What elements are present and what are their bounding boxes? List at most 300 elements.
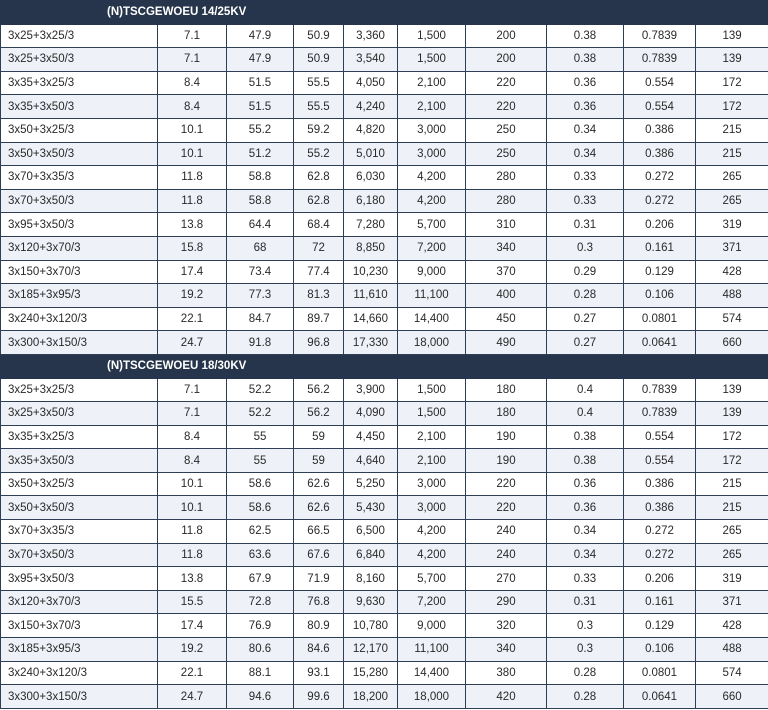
cell-dc-resistance: 0.161	[624, 590, 696, 614]
cell-diameter-max: 76.8	[294, 590, 344, 614]
cell-bending-radius: 265	[696, 166, 768, 190]
cell-reactance: 0.36	[547, 496, 624, 520]
cell-max-pulling-force: 4,200	[398, 543, 466, 567]
cell-diameter-max: 50.9	[294, 24, 344, 48]
cell-dc-resistance: 0.554	[624, 95, 696, 119]
cell-diameter-min: 47.9	[227, 48, 294, 72]
cell-max-pulling-force: 4,200	[398, 189, 466, 213]
cell-current-rating: 370	[466, 260, 547, 284]
cell-max-pulling-force: 2,100	[398, 95, 466, 119]
cell-diameter-min: 58.8	[227, 189, 294, 213]
cell-cable-weight: 6,840	[344, 543, 398, 567]
cell-current-rating: 270	[466, 567, 547, 591]
cell-diameter-min: 72.8	[227, 590, 294, 614]
cell-cable-size: 3x35+3x50/3	[1, 449, 158, 473]
cell-diameter-max: 56.2	[294, 402, 344, 426]
table-row	[1, 543, 768, 567]
cell-conductor-diameter: 11.8	[158, 543, 227, 567]
cell-cable-size: 3x95+3x50/3	[1, 213, 158, 237]
cell-cable-size: 3x120+3x70/3	[1, 590, 158, 614]
cell-reactance: 0.27	[547, 307, 624, 331]
cell-bending-radius: 215	[696, 142, 768, 166]
cell-max-pulling-force: 2,100	[398, 71, 466, 95]
cell-conductor-diameter: 13.8	[158, 567, 227, 591]
cell-diameter-max: 55.5	[294, 95, 344, 119]
cell-max-pulling-force: 7,200	[398, 236, 466, 260]
cell-conductor-diameter: 11.8	[158, 520, 227, 544]
cell-bending-radius: 172	[696, 449, 768, 473]
cell-cable-size: 3x25+3x25/3	[1, 24, 158, 48]
section-title: (N)TSCGEWOEU 18/30KV	[1, 354, 768, 378]
cell-diameter-min: 84.7	[227, 307, 294, 331]
cell-bending-radius: 215	[696, 472, 768, 496]
table-body	[1, 1, 768, 709]
cell-conductor-diameter: 17.4	[158, 260, 227, 284]
cell-cable-weight: 4,050	[344, 71, 398, 95]
cell-cable-size: 3x185+3x95/3	[1, 638, 158, 662]
cell-reactance: 0.3	[547, 236, 624, 260]
cell-dc-resistance: 0.386	[624, 118, 696, 142]
cell-current-rating: 220	[466, 71, 547, 95]
cell-cable-size: 3x95+3x50/3	[1, 567, 158, 591]
cell-cable-size: 3x25+3x50/3	[1, 48, 158, 72]
cell-current-rating: 340	[466, 638, 547, 662]
cell-current-rating: 250	[466, 142, 547, 166]
cell-current-rating: 200	[466, 48, 547, 72]
cell-diameter-min: 63.6	[227, 543, 294, 567]
cell-max-pulling-force: 11,100	[398, 284, 466, 308]
cell-diameter-max: 55.5	[294, 71, 344, 95]
cell-reactance: 0.27	[547, 331, 624, 355]
cell-current-rating: 180	[466, 378, 547, 402]
cell-diameter-max: 50.9	[294, 48, 344, 72]
cell-max-pulling-force: 9,000	[398, 614, 466, 638]
cell-diameter-min: 52.2	[227, 378, 294, 402]
cell-diameter-max: 59.2	[294, 118, 344, 142]
cell-dc-resistance: 0.554	[624, 425, 696, 449]
cell-conductor-diameter: 7.1	[158, 378, 227, 402]
cell-max-pulling-force: 3,000	[398, 496, 466, 520]
cell-cable-weight: 4,240	[344, 95, 398, 119]
cell-conductor-diameter: 7.1	[158, 24, 227, 48]
cell-max-pulling-force: 1,500	[398, 24, 466, 48]
table-row	[1, 661, 768, 685]
cell-bending-radius: 265	[696, 543, 768, 567]
cell-conductor-diameter: 8.4	[158, 95, 227, 119]
cell-cable-weight: 6,030	[344, 166, 398, 190]
cell-max-pulling-force: 11,100	[398, 638, 466, 662]
cell-bending-radius: 215	[696, 118, 768, 142]
cell-diameter-min: 47.9	[227, 24, 294, 48]
cell-cable-weight: 10,230	[344, 260, 398, 284]
cell-diameter-min: 67.9	[227, 567, 294, 591]
cell-cable-weight: 4,090	[344, 402, 398, 426]
cell-max-pulling-force: 1,500	[398, 48, 466, 72]
cell-bending-radius: 574	[696, 307, 768, 331]
cell-cable-weight: 17,330	[344, 331, 398, 355]
cell-current-rating: 240	[466, 543, 547, 567]
cell-conductor-diameter: 17.4	[158, 614, 227, 638]
cell-conductor-diameter: 19.2	[158, 284, 227, 308]
cell-cable-weight: 4,820	[344, 118, 398, 142]
cell-max-pulling-force: 7,200	[398, 590, 466, 614]
table-row	[1, 449, 768, 473]
cell-cable-weight: 9,630	[344, 590, 398, 614]
cell-reactance: 0.33	[547, 567, 624, 591]
cell-dc-resistance: 0.386	[624, 472, 696, 496]
cell-conductor-diameter: 22.1	[158, 661, 227, 685]
cell-dc-resistance: 0.7839	[624, 378, 696, 402]
cell-cable-size: 3x300+3x150/3	[1, 331, 158, 355]
cell-cable-size: 3x70+3x35/3	[1, 520, 158, 544]
cell-diameter-max: 62.6	[294, 472, 344, 496]
cell-bending-radius: 371	[696, 590, 768, 614]
cell-reactance: 0.29	[547, 260, 624, 284]
cell-max-pulling-force: 2,100	[398, 449, 466, 473]
cell-reactance: 0.28	[547, 661, 624, 685]
cell-diameter-max: 62.8	[294, 166, 344, 190]
cell-dc-resistance: 0.7839	[624, 48, 696, 72]
cell-cable-size: 3x35+3x25/3	[1, 425, 158, 449]
table-row	[1, 24, 768, 48]
cell-max-pulling-force: 4,200	[398, 166, 466, 190]
cell-cable-size: 3x70+3x50/3	[1, 189, 158, 213]
cell-dc-resistance: 0.106	[624, 284, 696, 308]
cell-diameter-min: 73.4	[227, 260, 294, 284]
cell-max-pulling-force: 18,000	[398, 331, 466, 355]
table-row	[1, 48, 768, 72]
cell-diameter-min: 94.6	[227, 685, 294, 709]
cell-dc-resistance: 0.0641	[624, 331, 696, 355]
cell-max-pulling-force: 14,400	[398, 307, 466, 331]
cell-current-rating: 400	[466, 284, 547, 308]
cell-reactance: 0.28	[547, 284, 624, 308]
cell-cable-weight: 8,850	[344, 236, 398, 260]
cell-diameter-max: 59	[294, 425, 344, 449]
cell-cable-weight: 18,200	[344, 685, 398, 709]
cell-bending-radius: 488	[696, 284, 768, 308]
cell-cable-weight: 11,610	[344, 284, 398, 308]
cell-dc-resistance: 0.0801	[624, 661, 696, 685]
table-row	[1, 189, 768, 213]
cell-dc-resistance: 0.0641	[624, 685, 696, 709]
cell-current-rating: 180	[466, 402, 547, 426]
cell-diameter-min: 51.2	[227, 142, 294, 166]
cell-reactance: 0.4	[547, 378, 624, 402]
cell-cable-size: 3x185+3x95/3	[1, 284, 158, 308]
table-row	[1, 472, 768, 496]
cell-max-pulling-force: 1,500	[398, 402, 466, 426]
cell-diameter-max: 55.2	[294, 142, 344, 166]
cell-cable-size: 3x25+3x25/3	[1, 378, 158, 402]
cell-bending-radius: 319	[696, 567, 768, 591]
cell-current-rating: 250	[466, 118, 547, 142]
cell-bending-radius: 139	[696, 402, 768, 426]
table-row	[1, 685, 768, 709]
cell-bending-radius: 428	[696, 260, 768, 284]
cell-cable-size: 3x70+3x35/3	[1, 166, 158, 190]
cell-cable-size: 3x150+3x70/3	[1, 260, 158, 284]
cell-cable-size: 3x70+3x50/3	[1, 543, 158, 567]
cell-reactance: 0.3	[547, 614, 624, 638]
cell-diameter-max: 96.8	[294, 331, 344, 355]
cell-dc-resistance: 0.106	[624, 638, 696, 662]
table-row	[1, 496, 768, 520]
table-row	[1, 118, 768, 142]
cell-dc-resistance: 0.129	[624, 260, 696, 284]
cell-cable-weight: 3,900	[344, 378, 398, 402]
cell-dc-resistance: 0.7839	[624, 402, 696, 426]
cell-cable-weight: 5,010	[344, 142, 398, 166]
cell-conductor-diameter: 7.1	[158, 48, 227, 72]
cell-bending-radius: 660	[696, 685, 768, 709]
cell-bending-radius: 139	[696, 24, 768, 48]
cell-diameter-min: 55.2	[227, 118, 294, 142]
cell-reactance: 0.34	[547, 520, 624, 544]
cell-bending-radius: 265	[696, 189, 768, 213]
cell-reactance: 0.38	[547, 48, 624, 72]
table-row	[1, 213, 768, 237]
cell-diameter-min: 51.5	[227, 95, 294, 119]
cell-dc-resistance: 0.554	[624, 449, 696, 473]
table-row	[1, 307, 768, 331]
cell-cable-weight: 4,450	[344, 425, 398, 449]
cell-conductor-diameter: 22.1	[158, 307, 227, 331]
cell-cable-size: 3x240+3x120/3	[1, 661, 158, 685]
table-row	[1, 166, 768, 190]
cell-bending-radius: 660	[696, 331, 768, 355]
cell-diameter-max: 59	[294, 449, 344, 473]
table-row	[1, 638, 768, 662]
cell-cable-weight: 10,780	[344, 614, 398, 638]
cell-diameter-min: 64.4	[227, 213, 294, 237]
cell-conductor-diameter: 13.8	[158, 213, 227, 237]
cell-diameter-min: 58.6	[227, 472, 294, 496]
cell-diameter-min: 55	[227, 449, 294, 473]
cell-diameter-max: 62.6	[294, 496, 344, 520]
cell-cable-size: 3x120+3x70/3	[1, 236, 158, 260]
cell-diameter-min: 51.5	[227, 71, 294, 95]
table-row	[1, 260, 768, 284]
cell-dc-resistance: 0.386	[624, 142, 696, 166]
cell-conductor-diameter: 24.7	[158, 331, 227, 355]
cell-current-rating: 290	[466, 590, 547, 614]
cell-bending-radius: 265	[696, 520, 768, 544]
cell-diameter-max: 80.9	[294, 614, 344, 638]
table-row	[1, 378, 768, 402]
cell-dc-resistance: 0.272	[624, 520, 696, 544]
cell-reactance: 0.36	[547, 472, 624, 496]
cell-bending-radius: 428	[696, 614, 768, 638]
table-row	[1, 567, 768, 591]
cell-dc-resistance: 0.206	[624, 567, 696, 591]
cell-cable-weight: 3,360	[344, 24, 398, 48]
cell-bending-radius: 215	[696, 496, 768, 520]
table-row	[1, 331, 768, 355]
cell-reactance: 0.34	[547, 142, 624, 166]
cell-diameter-max: 77.4	[294, 260, 344, 284]
cell-diameter-max: 81.3	[294, 284, 344, 308]
cell-current-rating: 320	[466, 614, 547, 638]
cell-reactance: 0.34	[547, 118, 624, 142]
cell-conductor-diameter: 7.1	[158, 402, 227, 426]
cell-current-rating: 190	[466, 425, 547, 449]
cell-cable-size: 3x240+3x120/3	[1, 307, 158, 331]
cell-cable-size: 3x50+3x25/3	[1, 472, 158, 496]
cell-diameter-min: 76.9	[227, 614, 294, 638]
cell-diameter-max: 71.9	[294, 567, 344, 591]
cell-conductor-diameter: 19.2	[158, 638, 227, 662]
cell-cable-weight: 5,250	[344, 472, 398, 496]
cell-max-pulling-force: 3,000	[398, 472, 466, 496]
cell-max-pulling-force: 18,000	[398, 685, 466, 709]
cell-diameter-max: 56.2	[294, 378, 344, 402]
cell-conductor-diameter: 10.1	[158, 142, 227, 166]
cell-current-rating: 380	[466, 661, 547, 685]
cell-dc-resistance: 0.7839	[624, 24, 696, 48]
table-row	[1, 520, 768, 544]
cell-cable-weight: 7,280	[344, 213, 398, 237]
cell-diameter-max: 66.5	[294, 520, 344, 544]
cell-current-rating: 280	[466, 166, 547, 190]
cell-diameter-max: 89.7	[294, 307, 344, 331]
cell-reactance: 0.36	[547, 95, 624, 119]
table-row	[1, 614, 768, 638]
cell-diameter-max: 72	[294, 236, 344, 260]
cell-current-rating: 340	[466, 236, 547, 260]
cell-max-pulling-force: 14,400	[398, 661, 466, 685]
cell-reactance: 0.4	[547, 402, 624, 426]
table-row	[1, 71, 768, 95]
cell-bending-radius: 371	[696, 236, 768, 260]
cell-max-pulling-force: 3,000	[398, 142, 466, 166]
cell-current-rating: 190	[466, 449, 547, 473]
cell-cable-weight: 14,660	[344, 307, 398, 331]
cell-max-pulling-force: 5,700	[398, 213, 466, 237]
cell-conductor-diameter: 24.7	[158, 685, 227, 709]
cell-dc-resistance: 0.386	[624, 496, 696, 520]
cell-max-pulling-force: 3,000	[398, 118, 466, 142]
cell-reactance: 0.34	[547, 543, 624, 567]
cell-diameter-min: 58.6	[227, 496, 294, 520]
cell-reactance: 0.3	[547, 638, 624, 662]
cell-diameter-min: 55	[227, 425, 294, 449]
cell-cable-weight: 12,170	[344, 638, 398, 662]
cell-current-rating: 310	[466, 213, 547, 237]
cell-reactance: 0.38	[547, 425, 624, 449]
cell-conductor-diameter: 15.8	[158, 236, 227, 260]
cell-diameter-max: 93.1	[294, 661, 344, 685]
table-row	[1, 236, 768, 260]
cell-dc-resistance: 0.0801	[624, 307, 696, 331]
cell-current-rating: 220	[466, 95, 547, 119]
cell-cable-weight: 6,180	[344, 189, 398, 213]
cell-current-rating: 420	[466, 685, 547, 709]
section-header-row	[1, 354, 768, 378]
cell-max-pulling-force: 9,000	[398, 260, 466, 284]
cell-current-rating: 240	[466, 520, 547, 544]
cell-reactance: 0.33	[547, 166, 624, 190]
cell-current-rating: 450	[466, 307, 547, 331]
cell-cable-size: 3x50+3x50/3	[1, 496, 158, 520]
cell-cable-size: 3x35+3x50/3	[1, 95, 158, 119]
cell-cable-weight: 4,640	[344, 449, 398, 473]
cell-bending-radius: 139	[696, 378, 768, 402]
cell-diameter-min: 91.8	[227, 331, 294, 355]
cell-bending-radius: 319	[696, 213, 768, 237]
cell-conductor-diameter: 11.8	[158, 166, 227, 190]
cell-reactance: 0.28	[547, 685, 624, 709]
cell-cable-weight: 8,160	[344, 567, 398, 591]
cell-bending-radius: 488	[696, 638, 768, 662]
table-row	[1, 425, 768, 449]
cell-conductor-diameter: 10.1	[158, 496, 227, 520]
cell-diameter-min: 80.6	[227, 638, 294, 662]
table-row	[1, 284, 768, 308]
cell-reactance: 0.33	[547, 189, 624, 213]
cell-diameter-min: 68	[227, 236, 294, 260]
cell-reactance: 0.31	[547, 213, 624, 237]
cell-current-rating: 490	[466, 331, 547, 355]
cell-cable-weight: 15,280	[344, 661, 398, 685]
cell-diameter-min: 62.5	[227, 520, 294, 544]
cell-cable-size: 3x150+3x70/3	[1, 614, 158, 638]
cell-max-pulling-force: 1,500	[398, 378, 466, 402]
cell-current-rating: 220	[466, 472, 547, 496]
cell-reactance: 0.38	[547, 24, 624, 48]
cell-max-pulling-force: 2,100	[398, 425, 466, 449]
cell-diameter-min: 52.2	[227, 402, 294, 426]
cell-conductor-diameter: 8.4	[158, 425, 227, 449]
cell-cable-size: 3x25+3x50/3	[1, 402, 158, 426]
cell-bending-radius: 139	[696, 48, 768, 72]
cell-bending-radius: 172	[696, 425, 768, 449]
cell-diameter-max: 68.4	[294, 213, 344, 237]
cell-current-rating: 280	[466, 189, 547, 213]
cell-dc-resistance: 0.129	[624, 614, 696, 638]
cell-diameter-max: 99.6	[294, 685, 344, 709]
cell-conductor-diameter: 10.1	[158, 472, 227, 496]
cell-cable-size: 3x50+3x50/3	[1, 142, 158, 166]
cell-cable-weight: 3,540	[344, 48, 398, 72]
cell-conductor-diameter: 10.1	[158, 118, 227, 142]
cell-cable-size: 3x35+3x25/3	[1, 71, 158, 95]
section-header-row	[1, 1, 768, 25]
table-row	[1, 402, 768, 426]
cell-conductor-diameter: 8.4	[158, 71, 227, 95]
cell-reactance: 0.31	[547, 590, 624, 614]
cell-dc-resistance: 0.272	[624, 189, 696, 213]
cell-max-pulling-force: 4,200	[398, 520, 466, 544]
cell-dc-resistance: 0.554	[624, 71, 696, 95]
cell-diameter-min: 77.3	[227, 284, 294, 308]
cell-bending-radius: 574	[696, 661, 768, 685]
cell-diameter-max: 67.6	[294, 543, 344, 567]
cell-dc-resistance: 0.272	[624, 166, 696, 190]
cell-diameter-max: 62.8	[294, 189, 344, 213]
cell-diameter-min: 58.8	[227, 166, 294, 190]
section-title: (N)TSCGEWOEU 14/25KV	[1, 1, 768, 25]
cell-reactance: 0.38	[547, 449, 624, 473]
cell-conductor-diameter: 15.5	[158, 590, 227, 614]
cell-diameter-max: 84.6	[294, 638, 344, 662]
cell-dc-resistance: 0.272	[624, 543, 696, 567]
cell-diameter-min: 88.1	[227, 661, 294, 685]
cell-cable-weight: 5,430	[344, 496, 398, 520]
cell-cable-weight: 6,500	[344, 520, 398, 544]
cell-current-rating: 220	[466, 496, 547, 520]
cell-current-rating: 200	[466, 24, 547, 48]
